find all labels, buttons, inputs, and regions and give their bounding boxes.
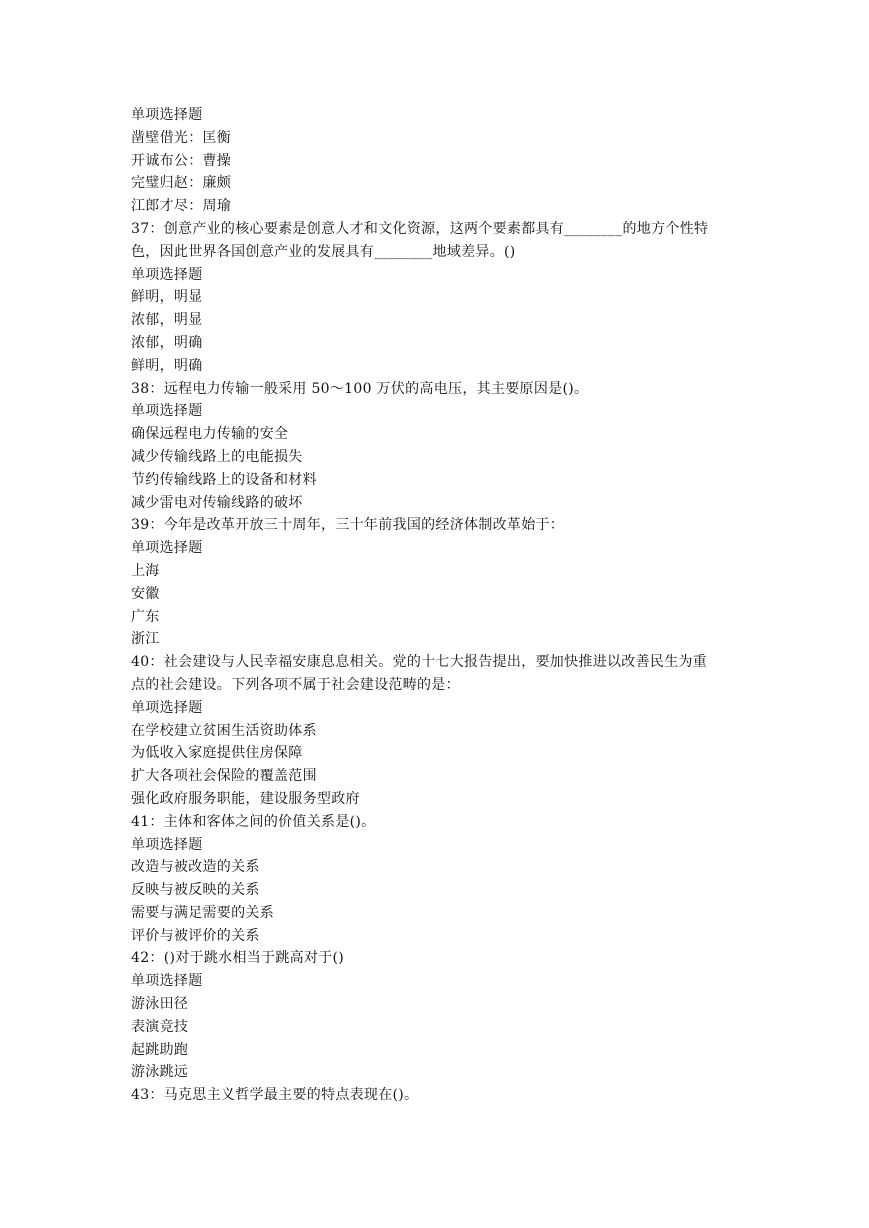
question-type-label: 单项选择题	[131, 107, 203, 123]
option-text: 改造与被改造的关系	[131, 859, 260, 876]
question-type-label: 单项选择题	[131, 836, 203, 853]
question-text-41: 41：主体和客体之间的价值关系是()。	[131, 813, 376, 830]
option-text: 广东	[131, 608, 160, 625]
option-text: 完璧归赵：廉颇	[131, 175, 232, 192]
question-text-37-cont: 色，因此世界各国创意产业的发展具有________地域差异。()	[131, 243, 516, 260]
option-text: 浓郁，明显	[131, 312, 203, 329]
question-text-39: 39：今年是改革开放三十周年，三十年前我国的经济体制改革始于：	[131, 517, 565, 534]
question-text-37: 37：创意产业的核心要素是创意人才和文化资源，这两个要素都具有________的地方个性特	[131, 220, 709, 237]
option-text: 减少传输线路上的电能损失	[131, 448, 303, 465]
option-text: 开诚布公：曹操	[131, 152, 232, 169]
option-text: 安徽	[131, 585, 160, 602]
question-text-42: 42：()对于跳水相当于跳高对于()	[131, 950, 345, 967]
option-text: 上海	[131, 562, 160, 579]
option-text: 表演竞技	[131, 1018, 189, 1035]
question-text-40: 40：社会建设与人民幸福安康息息相关。党的十七大报告提出，要加快推进以改善民生为重	[131, 654, 708, 671]
option-text: 节约传输线路上的设备和材料	[131, 471, 317, 488]
question-type-label: 单项选择题	[131, 266, 203, 283]
option-text: 浓郁，明确	[131, 334, 203, 351]
option-text: 鲜明，明显	[131, 289, 203, 306]
option-text: 反映与被反映的关系	[131, 882, 260, 899]
option-text: 减少雷电对传输线路的破坏	[131, 494, 303, 511]
option-text: 需要与满足需要的关系	[131, 904, 274, 921]
option-text: 确保远程电力传输的安全	[131, 426, 289, 443]
question-type-label: 单项选择题	[131, 973, 203, 990]
option-text: 评价与被评价的关系	[131, 927, 260, 944]
option-text: 江郎才尽：周瑜	[131, 198, 232, 215]
option-text: 鲜明，明确	[131, 357, 203, 374]
option-text: 浙江	[131, 631, 160, 648]
option-text: 在学校建立贫困生活资助体系	[131, 722, 317, 739]
option-text: 游泳跳远	[131, 1064, 189, 1081]
question-type-label: 单项选择题	[131, 403, 203, 420]
document-body	[131, 104, 746, 1107]
question-text-43: 43：马克思主义哲学最主要的特点表现在()。	[131, 1087, 419, 1104]
option-text: 游泳田径	[131, 996, 189, 1013]
option-text: 凿壁借光：匡衡	[131, 129, 232, 146]
option-text: 扩大各项社会保险的覆盖范围	[131, 768, 317, 785]
option-text: 强化政府服务职能，建设服务型政府	[131, 790, 360, 807]
option-text: 为低收入家庭提供住房保障	[131, 745, 303, 762]
question-type-label: 单项选择题	[131, 540, 203, 557]
question-text-38: 38：远程电力传输一般采用 50～100 万伏的高电压，其主要原因是()。	[131, 380, 589, 397]
option-text: 起跳助跑	[131, 1041, 189, 1058]
question-type-label: 单项选择题	[131, 699, 203, 716]
question-text-40-cont: 点的社会建设。下列各项不属于社会建设范畴的是：	[131, 676, 460, 693]
